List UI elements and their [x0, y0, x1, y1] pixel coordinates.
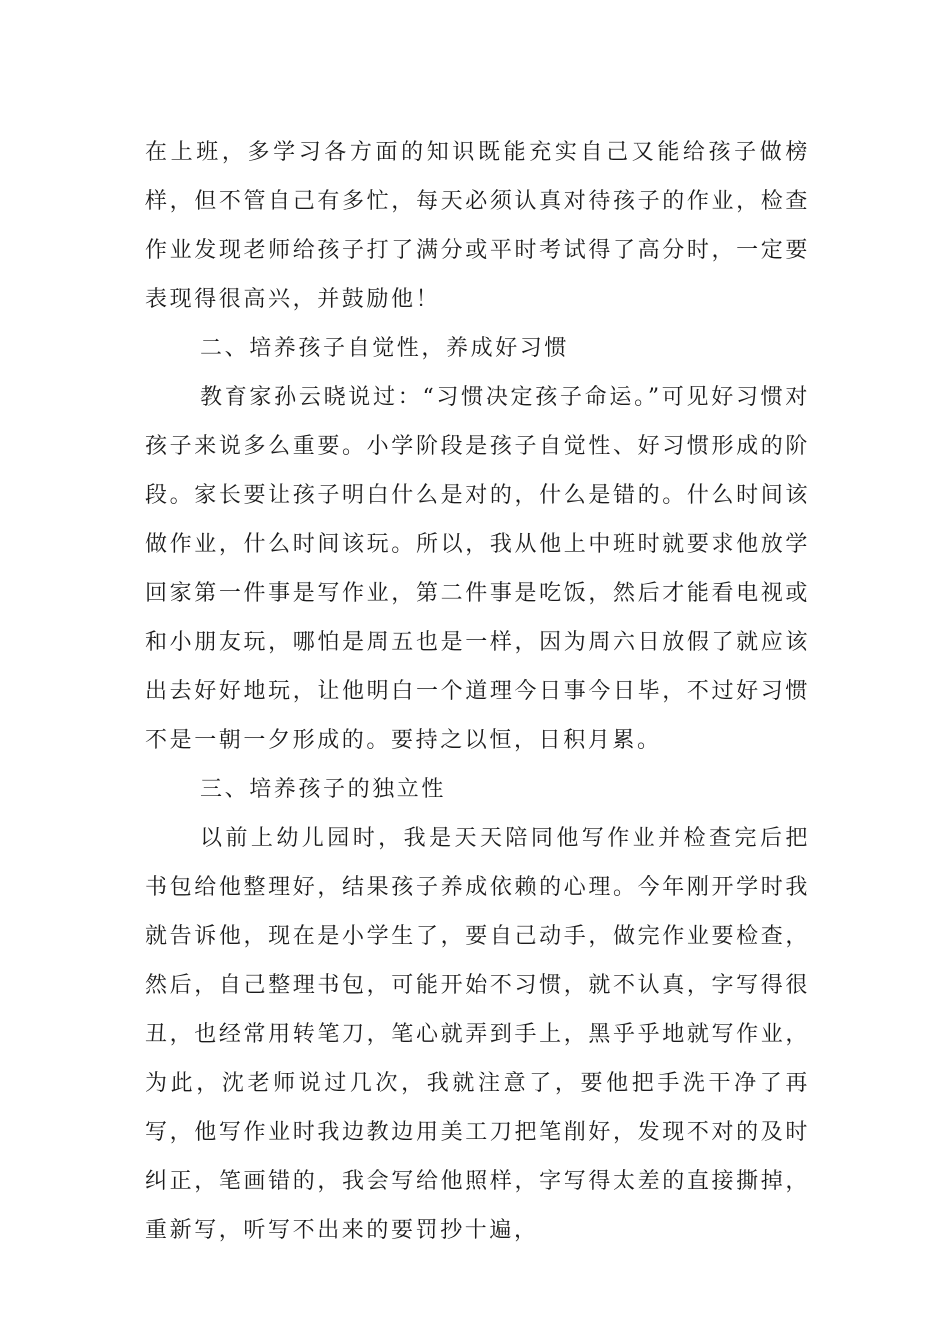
- paragraph-independence: 以前上幼儿园时，我是天天陪同他写作业并检查完后把书包给他整理好，结果孩子养成依赖的心理。今年刚开学时我就告诉他，现在是小学生了，要自己动手，做完作业要检查，然后，自己整理书包，可能开始不习惯，就不认真，字写得很丑，也经常用转笔刀，笔心就弄到手上，黑乎乎地就写作业，为此，沈老师说过几次，我就注意了，要他把手洗干净了再写，他写作业时我边教边用美工刀把笔削好，发现不对的及时纠正，笔画错的，我会写给他照样，字写得太差的直接撕掉，重新写，听写不出来的要罚抄十遍，: [145, 826, 810, 1243]
- section-heading-2: 二、培养孩子自觉性，养成好习惯: [200, 336, 570, 361]
- document-body: [145, 128, 810, 1255]
- section-heading-3: 三、培养孩子的独立性: [200, 777, 447, 802]
- paragraph-habits: 教育家孙云晓说过：“习惯决定孩子命运。”可见好习惯对孩子来说多么重要。小学阶段是孩子自觉性、好习惯形成的阶段。家长要让孩子明白什么是对的，什么是错的。什么时间该做作业，什么时间该玩。所以，我从他上中班时就要求他放学回家第一件事是写作业，第二件事是吃饭，然后才能看电视或和小朋友玩，哪怕是周五也是一样，因为周六日放假了就应该出去好好地玩，让他明白一个道理今日事今日毕，不过好习惯不是一朝一夕形成的。要持之以恒，日积月累。: [145, 385, 810, 753]
- paragraph-intro: 在上班，多学习各方面的知识既能充实自己又能给孩子做榜样，但不管自己有多忙，每天必须认真对待孩子的作业，检查作业发现老师给孩子打了满分或平时考试得了高分时，一定要表现得很高兴，并鼓励他！: [145, 140, 810, 312]
